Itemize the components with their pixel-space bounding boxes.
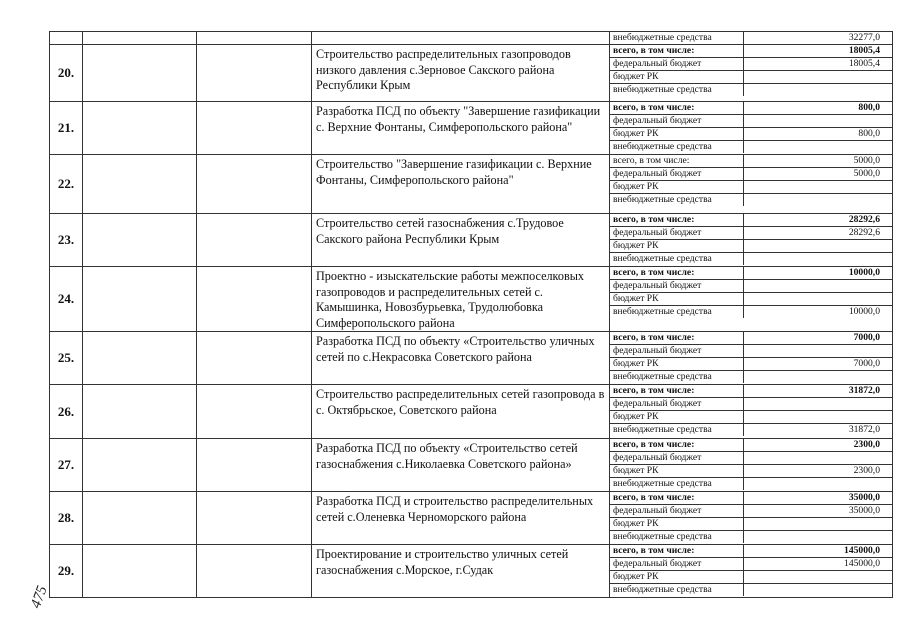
finance-value (744, 253, 893, 266)
table-row (50, 45, 893, 102)
finance-cell (610, 45, 893, 102)
finance-row (610, 531, 892, 544)
finance-value (744, 115, 893, 128)
empty-cell (197, 214, 312, 267)
finance-subtable (610, 155, 892, 206)
finance-value (744, 411, 893, 424)
finance-cell (610, 545, 893, 598)
table-row (50, 492, 893, 545)
empty-cell (83, 545, 197, 598)
finance-row (610, 452, 892, 465)
finance-label: бюджет РК (610, 71, 744, 84)
finance-row (610, 358, 892, 371)
finance-label: федеральный бюджет (610, 452, 744, 465)
row-description: Разработка ПСД по объекту «Строительство сетей газоснабжения с.Николаевка Советского района» (312, 439, 610, 492)
finance-label: внебюджетные средства (610, 531, 744, 544)
finance-value: 800,0 (744, 102, 893, 115)
table-row (50, 332, 893, 385)
finance-row (610, 102, 892, 115)
finance-row (610, 32, 892, 44)
finance-row (610, 168, 892, 181)
finance-value (744, 371, 893, 384)
finance-row (610, 84, 892, 97)
finance-value (744, 584, 893, 597)
empty-cell (83, 155, 197, 214)
finance-row (610, 558, 892, 571)
finance-subtable (610, 102, 892, 153)
finance-value: 145000,0 (744, 545, 893, 558)
finance-row (610, 194, 892, 207)
finance-row (610, 545, 892, 558)
finance-value: 28292,6 (744, 214, 893, 227)
row-description: Разработка ПСД по объекту "Завершение газификации с. Верхние Фонтаны, Симферопольского района" (312, 102, 610, 155)
finance-row (610, 141, 892, 154)
row-number: 27. (50, 439, 83, 492)
finance-value: 5000,0 (744, 155, 893, 168)
empty-cell (197, 32, 312, 45)
num-cell (50, 32, 83, 45)
finance-row (610, 465, 892, 478)
table-row (50, 214, 893, 267)
desc-cell (312, 32, 610, 45)
finance-row (610, 227, 892, 240)
empty-cell (83, 214, 197, 267)
finance-value (744, 345, 893, 358)
finance-subtable (610, 439, 892, 490)
finance-cell (610, 267, 893, 332)
finance-row (610, 181, 892, 194)
finance-row (610, 371, 892, 384)
empty-cell (83, 439, 197, 492)
finance-subtable (610, 45, 892, 96)
table-row-continuation (50, 32, 893, 45)
finance-label: бюджет РК (610, 240, 744, 253)
row-number: 25. (50, 332, 83, 385)
finance-label: всего, в том числе: (610, 267, 744, 280)
finance-label: всего, в том числе: (610, 332, 744, 345)
finance-label: внебюджетные средства (610, 306, 744, 319)
finance-label: всего, в том числе: (610, 492, 744, 505)
finance-value: 2300,0 (744, 439, 893, 452)
finance-row (610, 424, 892, 437)
finance-label: бюджет РК (610, 518, 744, 531)
empty-cell (83, 102, 197, 155)
finance-label: всего, в том числе: (610, 545, 744, 558)
finance-value: 35000,0 (744, 492, 893, 505)
empty-cell (197, 492, 312, 545)
finance-cell (610, 214, 893, 267)
table-row (50, 155, 893, 214)
finance-label: федеральный бюджет (610, 115, 744, 128)
finance-label: федеральный бюджет (610, 168, 744, 181)
finance-row (610, 411, 892, 424)
finance-row (610, 478, 892, 491)
empty-cell (197, 267, 312, 332)
row-description: Строительство сетей газоснабжения с.Трудовое Сакского района Республики Крым (312, 214, 610, 267)
finance-cell (610, 492, 893, 545)
program-table (49, 31, 893, 598)
finance-value: 800,0 (744, 128, 893, 141)
finance-cell (610, 332, 893, 385)
finance-row (610, 115, 892, 128)
row-description: Строительство "Завершение газификации с. Верхние Фонтаны, Симферопольского района" (312, 155, 610, 214)
table-row (50, 267, 893, 332)
finance-label: всего, в том числе: (610, 385, 744, 398)
empty-cell (197, 439, 312, 492)
finance-row (610, 45, 892, 58)
finance-value (744, 571, 893, 584)
finance-value: 7000,0 (744, 332, 893, 345)
finance-label: федеральный бюджет (610, 398, 744, 411)
finance-subtable (610, 385, 892, 436)
finance-label: федеральный бюджет (610, 345, 744, 358)
row-number: 21. (50, 102, 83, 155)
finance-row (610, 155, 892, 168)
empty-cell (197, 332, 312, 385)
finance-label: бюджет РК (610, 181, 744, 194)
finance-label: всего, в том числе: (610, 45, 744, 58)
finance-row (610, 253, 892, 266)
finance-value: 2300,0 (744, 465, 893, 478)
finance-value (744, 194, 893, 207)
finance-row (610, 58, 892, 71)
finance-row (610, 492, 892, 505)
finance-label: бюджет РК (610, 571, 744, 584)
finance-row (610, 345, 892, 358)
finance-value: 31872,0 (848, 424, 880, 435)
finance-row (610, 71, 892, 84)
finance-cell (610, 385, 893, 439)
finance-cell (610, 102, 893, 155)
finance-value: 28292,6 (744, 227, 893, 240)
empty-cell (83, 492, 197, 545)
finance-row (610, 128, 892, 141)
finance-value (744, 280, 893, 293)
table-row (50, 439, 893, 492)
finance-value: 31872,0 (744, 385, 893, 398)
finance-subtable (610, 492, 892, 543)
finance-value: 32277,0 (848, 32, 880, 43)
finance-label: бюджет РК (610, 358, 744, 371)
finance-label: бюджет РК (610, 128, 744, 141)
table-row (50, 102, 893, 155)
finance-row (610, 267, 892, 280)
row-number: 28. (50, 492, 83, 545)
finance-row (610, 280, 892, 293)
finance-label: федеральный бюджет (610, 505, 744, 518)
finance-value (744, 240, 893, 253)
finance-label: федеральный бюджет (610, 280, 744, 293)
finance-value (744, 518, 893, 531)
finance-value: 18005,4 (744, 45, 893, 58)
empty-cell (197, 45, 312, 102)
finance-subtable (610, 32, 892, 44)
finance-subtable (610, 267, 892, 318)
finance-value: 18005,4 (744, 58, 893, 71)
finance-row (610, 293, 892, 306)
row-description: Проектирование и строительство уличных сетей газоснабжения с.Морское, г.Судак (312, 545, 610, 598)
row-number: 20. (50, 45, 83, 102)
finance-row (610, 332, 892, 345)
row-description: Строительство распределительных сетей газопровода в с. Октябрьское, Советского района (312, 385, 610, 439)
finance-label: внебюджетные средства (610, 424, 744, 437)
finance-value: 145000,0 (744, 558, 893, 571)
empty-cell (83, 32, 197, 45)
finance-row (610, 398, 892, 411)
table-row (50, 545, 893, 598)
empty-cell (83, 332, 197, 385)
finance-label: всего, в том числе: (610, 439, 744, 452)
row-description: Разработка ПСД по объекту «Строительство уличных сетей по с.Некрасовка Советского района (312, 332, 610, 385)
finance-value (744, 84, 893, 97)
row-description: Разработка ПСД и строительство распределительных сетей с.Оленевка Черноморского района (312, 492, 610, 545)
finance-cell (610, 439, 893, 492)
row-number: 29. (50, 545, 83, 598)
finance-label: всего, в том числе: (610, 155, 744, 168)
finance-value (744, 181, 893, 194)
row-description: Строительство распределительных газопроводов низкого давления с.Зерновое Сакского района Республики Крым (312, 45, 610, 102)
finance-row (610, 214, 892, 227)
row-description: Проектно - изыскательские работы межпоселковых газопроводов и распределительных сетей с. Камышинка, Новозбурьевка, Трудолюбовка Симферопольского района (312, 267, 610, 332)
finance-cell (610, 155, 893, 214)
empty-cell (197, 385, 312, 439)
finance-label: внебюджетные средства (610, 194, 744, 207)
finance-label: бюджет РК (610, 465, 744, 478)
finance-value (744, 141, 893, 154)
row-number: 22. (50, 155, 83, 214)
finance-value: 7000,0 (744, 358, 893, 371)
row-number: 26. (50, 385, 83, 439)
row-number: 24. (50, 267, 83, 332)
finance-label: федеральный бюджет (610, 558, 744, 571)
finance-value (744, 398, 893, 411)
finance-label: всего, в том числе: (610, 214, 744, 227)
finance-label: внебюджетные средства (610, 84, 744, 97)
finance-row (610, 306, 892, 319)
finance-label: федеральный бюджет (610, 58, 744, 71)
finance-row (610, 385, 892, 398)
empty-cell (197, 155, 312, 214)
finance-label: внебюджетные средства (610, 584, 744, 597)
finance-label: федеральный бюджет (610, 227, 744, 240)
finance-value (744, 71, 893, 84)
finance-value: 10000,0 (744, 267, 893, 280)
finance-label: внебюджетные средства (610, 141, 744, 154)
finance-value: 10000,0 (848, 306, 880, 317)
finance-cell (610, 32, 893, 45)
finance-value (744, 293, 893, 306)
finance-label: внебюджетные средства (610, 253, 744, 266)
finance-row (610, 439, 892, 452)
finance-subtable (610, 214, 892, 265)
finance-value (744, 478, 893, 491)
handwritten-page-number: 475 (28, 583, 51, 611)
empty-cell (83, 45, 197, 102)
finance-subtable (610, 545, 892, 596)
row-number: 23. (50, 214, 83, 267)
finance-label: всего, в том числе: (610, 102, 744, 115)
finance-value: 35000,0 (744, 505, 893, 518)
finance-row (610, 584, 892, 597)
finance-subtable (610, 332, 892, 383)
finance-row (610, 240, 892, 253)
empty-cell (197, 545, 312, 598)
empty-cell (197, 102, 312, 155)
finance-row (610, 518, 892, 531)
empty-cell (83, 267, 197, 332)
finance-label: бюджет РК (610, 411, 744, 424)
finance-label: внебюджетные средства (610, 371, 744, 384)
document-page (49, 31, 892, 598)
finance-row (610, 505, 892, 518)
table-row (50, 385, 893, 439)
finance-row (610, 571, 892, 584)
finance-value (744, 452, 893, 465)
finance-value (744, 531, 893, 544)
finance-value: 5000,0 (744, 168, 893, 181)
finance-label: бюджет РК (610, 293, 744, 306)
empty-cell (83, 385, 197, 439)
finance-label: внебюджетные средства (610, 478, 744, 491)
finance-label: внебюджетные средства (610, 32, 744, 44)
